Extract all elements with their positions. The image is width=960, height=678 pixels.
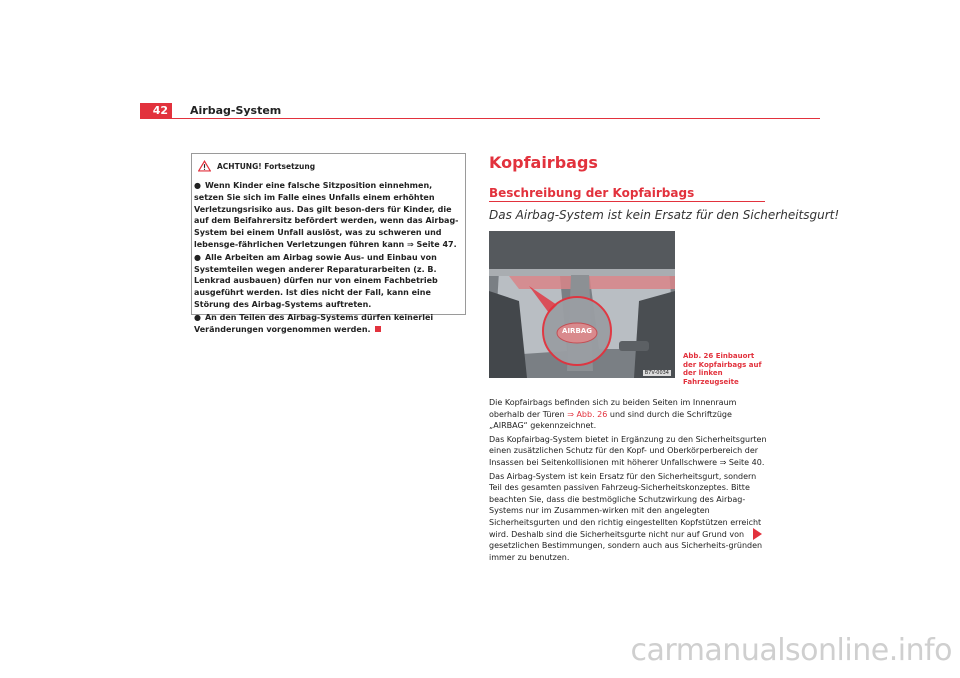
paragraph1-text: Die Kopfairbags befinden sich zu beiden Seiten im Innenraum oberhalb der Türen bbox=[489, 398, 737, 419]
subheading: Beschreibung der Kopfairbags bbox=[489, 186, 695, 200]
warning-item-text: An den Teilen des Airbag-Systems dürfen keinerlei Veränderungen vorgenommen werden. bbox=[194, 312, 434, 334]
car-interior-illustration bbox=[489, 231, 675, 378]
watermark: carmanualsonline.info bbox=[630, 633, 952, 668]
bullet-icon: ● bbox=[194, 252, 201, 262]
warning-item bbox=[194, 312, 464, 336]
airbag-figure bbox=[489, 231, 675, 378]
warning-item bbox=[194, 252, 464, 311]
warning-body bbox=[194, 180, 464, 336]
paragraph bbox=[489, 397, 767, 432]
end-mark-icon bbox=[375, 326, 381, 332]
warning-triangle-icon bbox=[198, 160, 211, 172]
subtitle: Das Airbag-System ist kein Ersatz für den Sicherheitsgurt! bbox=[489, 208, 840, 222]
warning-title: ACHTUNG! Fortsetzung bbox=[217, 161, 316, 171]
bullet-icon: ● bbox=[194, 181, 201, 190]
warning-item-text: Wenn Kinder eine falsche Sitzposition einnehmen, setzen Sie sich im Falle eines Unfalls einem erhöhten Verletzungsrisiko aus. Das gilt beson-ders für Kinder, die auf dem Beifahrersitz befördert werden, wenn das Airbag-System bei einem Unfall auslöst, was zu schweren und lebensge-fährlichen Verletzungen führen kann ⇒ Seite 47. bbox=[194, 181, 459, 249]
heading-kopfairbags: Kopfairbags bbox=[489, 153, 598, 172]
paragraph1-text-end: und sind durch die Schriftzüge „AIRBAG“ gekennzeichnet. bbox=[489, 409, 732, 431]
figure-caption: Abb. 26 Einbauort der Kopfairbags auf der linken Fahrzeugseite bbox=[683, 352, 762, 386]
page-number: 42 bbox=[140, 103, 172, 118]
paragraph: Das Kopfairbag-System bietet in Ergänzung zu den Sicherheitsgurten einen zusätzlichen Schutz für den Kopf- und Oberkörperbereich der Insassen bei Seitenkollisionen mit höherer Unfallschwere ⇒ Seite 40. bbox=[489, 434, 767, 467]
section-title: Airbag-System bbox=[190, 104, 282, 117]
warning-item bbox=[194, 180, 464, 251]
subheading-rule bbox=[489, 201, 765, 202]
warning-item-text: Alle Arbeiten am Airbag sowie Aus- und Einbau von Systemteilen wegen anderer Reparaturarbeiten (z. B. Lenkrad ausbauen) dürfen nur von einem Fachbetrieb ausgeführt werden. Ist dies nicht der Fall, kann eine Störung des Airbag-Systems auftreten. bbox=[194, 252, 438, 309]
warning-header bbox=[198, 160, 315, 172]
body-text bbox=[489, 397, 767, 565]
figure-code: B7V-0034 bbox=[644, 370, 669, 376]
airbag-label: AIRBAG bbox=[562, 327, 592, 335]
warning-box bbox=[191, 153, 466, 334]
figure-link[interactable]: ⇒ Abb. 26 bbox=[567, 409, 608, 419]
bullet-icon: ● bbox=[194, 312, 201, 322]
paragraph: Das Airbag-System ist kein Ersatz für den Sicherheitsgurt, sondern Teil des gesamten passiven Fahrzeug-Sicherheitskonzeptes. Bitte beachten Sie, dass die bestmögliche Schutzwirkung des Airbag-Systems nur im Zusammen-wirken mit den angelegten Sicherheitsgurten und den richtig eingestellten Kopfstützen erreicht wird. Deshalb sind die Sicherheitsgurte nicht nur auf Grund von gesetzlichen Bestimmungen, sondern auch aus Sicherheits-gründen immer zu benutzen. bbox=[489, 471, 763, 562]
next-page-arrow-icon[interactable] bbox=[753, 528, 762, 540]
header-rule bbox=[140, 118, 820, 119]
